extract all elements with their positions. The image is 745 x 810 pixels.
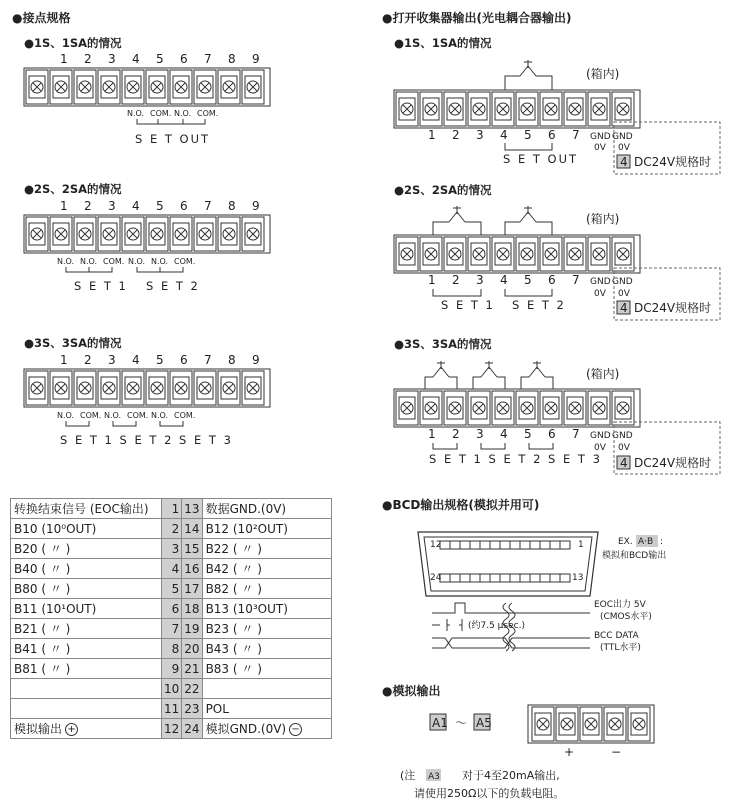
ex-badge: A·B <box>638 537 654 547</box>
svg-text:5: 5 <box>524 273 532 287</box>
bracket <box>433 289 552 296</box>
note-badge: A3 <box>428 772 440 782</box>
table-row: 11 23 POL <box>11 699 332 719</box>
left-block3-terminal-strip <box>24 369 270 407</box>
right-block1-numbers <box>428 128 633 153</box>
table-row: 模拟输出 + 12 24 模拟GND.(0V) − <box>11 719 332 739</box>
wire <box>521 377 553 390</box>
transistor-icon <box>433 361 449 377</box>
table-row: B40 ( 〃 ) 4 16 B42 ( 〃 ) <box>11 559 332 579</box>
svg-text:3: 3 <box>476 128 484 142</box>
wire <box>425 377 457 390</box>
svg-text:7: 7 <box>572 128 580 142</box>
svg-text:4: 4 <box>132 353 140 367</box>
pin12-label: 12 <box>430 540 442 550</box>
left-block3-numbers <box>60 353 260 367</box>
svg-text:GND: GND <box>612 277 633 287</box>
svg-text:2: 2 <box>84 52 92 66</box>
svg-text:7: 7 <box>572 273 580 287</box>
svg-text:2: 2 <box>452 427 460 441</box>
svg-text:4: 4 <box>500 273 508 287</box>
svg-text:9: 9 <box>252 353 260 367</box>
transistor-icon <box>529 361 545 377</box>
label-com: COM. <box>150 109 172 118</box>
analog-gnd-label: 模拟GND.(0V) <box>205 722 287 736</box>
pin13-label: 13 <box>572 573 584 583</box>
svg-text:1: 1 <box>60 52 68 66</box>
right-block2-numbers <box>428 273 633 299</box>
bracket <box>66 267 183 272</box>
table-row: 转换结束信号 (EOC输出) 1 13 数据GND.(0V) <box>11 499 332 519</box>
label-no: N.O. <box>151 411 169 420</box>
dc24v-badge-text: 4 <box>620 301 628 315</box>
bcc-level-label: (TTL水平) <box>600 643 641 653</box>
svg-text:2: 2 <box>452 273 460 287</box>
table-row: B81 ( 〃 ) 9 21 B83 ( 〃 ) <box>11 659 332 679</box>
minus-circle-icon: − <box>289 723 302 736</box>
svg-text:0V: 0V <box>618 143 630 153</box>
svg-text:3: 3 <box>108 353 116 367</box>
label-com: COM. <box>127 411 149 420</box>
label-no: N.O. <box>127 109 145 118</box>
eoc-level-label: (CMOS水平) <box>600 612 652 622</box>
svg-text:GND: GND <box>612 132 633 142</box>
wire <box>473 377 505 390</box>
svg-text:0V: 0V <box>594 289 606 299</box>
label-com: COM. <box>103 257 125 266</box>
label-no: N.O. <box>57 411 75 420</box>
svg-text:7: 7 <box>572 427 580 441</box>
svg-text:3: 3 <box>476 273 484 287</box>
svg-text:0V: 0V <box>618 443 630 453</box>
analog-terminal-strip <box>528 705 654 743</box>
label-com: COM. <box>80 411 102 420</box>
analog-output-label: 模拟输出 <box>14 722 63 736</box>
svg-text:1: 1 <box>60 199 68 213</box>
table-row: 10 22 <box>11 679 332 699</box>
svg-text:0V: 0V <box>618 289 630 299</box>
ex-suffix: : <box>660 537 664 547</box>
bracket <box>433 443 553 449</box>
svg-text:GND: GND <box>590 277 611 287</box>
a1-label: A1 <box>432 716 448 730</box>
analog-plus-label: + <box>564 745 575 759</box>
svg-text:0V: 0V <box>594 443 606 453</box>
svg-text:4: 4 <box>500 427 508 441</box>
svg-text:7: 7 <box>204 52 212 66</box>
eoc-output-label: EOC出力 5V <box>594 600 646 610</box>
ex-prefix: EX. <box>618 537 633 547</box>
box-label: (箱内) <box>586 212 620 226</box>
set1-label: S E T 1 <box>441 298 495 312</box>
label-no: N.O. <box>174 109 192 118</box>
bcd-connector <box>418 532 598 596</box>
pin1-label: 1 <box>578 540 584 550</box>
label-no: N.O. <box>57 257 75 266</box>
svg-text:1: 1 <box>428 128 436 142</box>
svg-text:1: 1 <box>60 353 68 367</box>
label-no: N.O. <box>128 257 146 266</box>
left-block2-terminal-strip <box>24 215 270 253</box>
svg-text:6: 6 <box>548 128 556 142</box>
transistor-icon <box>481 361 497 377</box>
right-block2-terminal-strip <box>394 235 640 273</box>
svg-text:8: 8 <box>228 199 236 213</box>
left-block1-subtitle: ●1S、1SA的情况 <box>24 36 122 50</box>
box-label: (箱内) <box>586 367 620 381</box>
bracket <box>505 143 552 150</box>
open-collector-title: ●打开收集器输出(光电耦合器输出) <box>382 11 572 25</box>
table-row: B80 ( 〃 ) 5 17 B82 ( 〃 ) <box>11 579 332 599</box>
left-block2-numbers <box>60 199 260 213</box>
bcd-title: ●BCD输出规格(模拟并用可) <box>382 498 540 512</box>
right-block2-subtitle: ●2S、2SA的情况 <box>394 183 492 197</box>
left-block1-terminal-strip <box>24 68 270 106</box>
bcc-data-label: BCC DATA <box>594 631 639 641</box>
svg-text:6: 6 <box>180 353 188 367</box>
svg-text:4: 4 <box>132 52 140 66</box>
set-out-label: S E T OUT <box>503 152 579 166</box>
table-row: B11 (10¹OUT) 6 18 B13 (10³OUT) <box>11 599 332 619</box>
svg-text:8: 8 <box>228 52 236 66</box>
tilde-label: ～ <box>455 716 468 730</box>
svg-text:5: 5 <box>156 52 164 66</box>
a5-label: A5 <box>476 716 492 730</box>
svg-text:3: 3 <box>108 52 116 66</box>
set-out-label: S E T OUT <box>135 132 211 146</box>
svg-text:5: 5 <box>156 199 164 213</box>
svg-text:4: 4 <box>500 128 508 142</box>
svg-text:6: 6 <box>180 52 188 66</box>
label-no: N.O. <box>80 257 98 266</box>
label-com: COM. <box>197 109 219 118</box>
svg-text:5: 5 <box>524 427 532 441</box>
svg-text:0V: 0V <box>594 143 606 153</box>
table-row: B10 (10⁰OUT) 2 14 B12 (10²OUT) <box>11 519 332 539</box>
svg-text:6: 6 <box>548 273 556 287</box>
label-com: COM. <box>174 257 196 266</box>
svg-text:1: 1 <box>428 273 436 287</box>
table-row: B41 ( 〃 ) 8 20 B43 ( 〃 ) <box>11 639 332 659</box>
svg-text:9: 9 <box>252 52 260 66</box>
set1-label: S E T 1 <box>74 279 128 293</box>
transistor-icon <box>520 60 536 76</box>
wire <box>505 222 552 236</box>
label-com: COM. <box>174 411 196 420</box>
wire <box>433 222 481 236</box>
svg-text:GND: GND <box>612 431 633 441</box>
dc24v-label: DC24V规格时 <box>634 456 712 470</box>
svg-text:GND: GND <box>590 431 611 441</box>
wire <box>505 76 552 90</box>
left-block3-subtitle: ●3S、3SA的情况 <box>24 336 122 350</box>
plus-circle-icon: + <box>65 723 78 736</box>
timing-label: (约7.5 μsec.) <box>468 621 525 631</box>
transistor-icon <box>520 206 536 222</box>
label-no: N.O. <box>104 411 122 420</box>
dc24v-badge-text: 4 <box>620 155 628 169</box>
note-prefix: (注 <box>400 769 416 782</box>
svg-text:9: 9 <box>252 199 260 213</box>
left-block1-numbers <box>60 52 260 66</box>
bracket <box>66 421 183 426</box>
table-row: B20 ( 〃 ) 3 15 B22 ( 〃 ) <box>11 539 332 559</box>
ex-note: 模拟和BCD输出 <box>602 551 667 561</box>
svg-text:1: 1 <box>428 427 436 441</box>
note-line2: 请使用250Ω以下的负载电阻。 <box>414 787 565 800</box>
svg-text:3: 3 <box>108 199 116 213</box>
dc24v-label: DC24V规格时 <box>634 301 712 315</box>
svg-text:4: 4 <box>132 199 140 213</box>
svg-text:7: 7 <box>204 353 212 367</box>
box-label: (箱内) <box>586 67 620 81</box>
svg-text:5: 5 <box>524 128 532 142</box>
svg-text:5: 5 <box>156 353 164 367</box>
svg-text:GND: GND <box>590 132 611 142</box>
analog-title: ●模拟输出 <box>382 684 441 698</box>
table-row: B21 ( 〃 ) 7 19 B23 ( 〃 ) <box>11 619 332 639</box>
bracket <box>137 119 205 124</box>
left-block2-subtitle: ●2S、2SA的情况 <box>24 182 122 196</box>
pin24-label: 24 <box>430 573 442 583</box>
svg-text:6: 6 <box>548 427 556 441</box>
svg-text:7: 7 <box>204 199 212 213</box>
svg-text:8: 8 <box>228 353 236 367</box>
svg-text:3: 3 <box>476 427 484 441</box>
svg-text:2: 2 <box>84 199 92 213</box>
set123-label: S E T 1 S E T 2 S E T 3 <box>60 433 233 447</box>
svg-text:2: 2 <box>84 353 92 367</box>
right-block3-subtitle: ●3S、3SA的情况 <box>394 337 492 351</box>
transistor-icon <box>449 206 465 222</box>
analog-minus-label: − <box>611 745 622 759</box>
set2-label: S E T 2 <box>512 298 566 312</box>
contact-spec-title: ●接点规格 <box>12 11 71 25</box>
set2-label: S E T 2 <box>146 279 200 293</box>
pin-table <box>10 498 332 739</box>
set123-label: S E T 1 S E T 2 S E T 3 <box>429 452 602 466</box>
svg-text:2: 2 <box>452 128 460 142</box>
svg-text:6: 6 <box>180 199 188 213</box>
right-block3-terminal-strip <box>394 389 640 427</box>
label-no: N.O. <box>151 257 169 266</box>
right-block1-subtitle: ●1S、1SA的情况 <box>394 36 492 50</box>
note-line1: 对于4至20mA输出, <box>462 769 560 782</box>
dc24v-label: DC24V规格时 <box>634 155 712 169</box>
right-block1-terminal-strip <box>394 90 640 128</box>
dc24v-badge-text: 4 <box>620 456 628 470</box>
